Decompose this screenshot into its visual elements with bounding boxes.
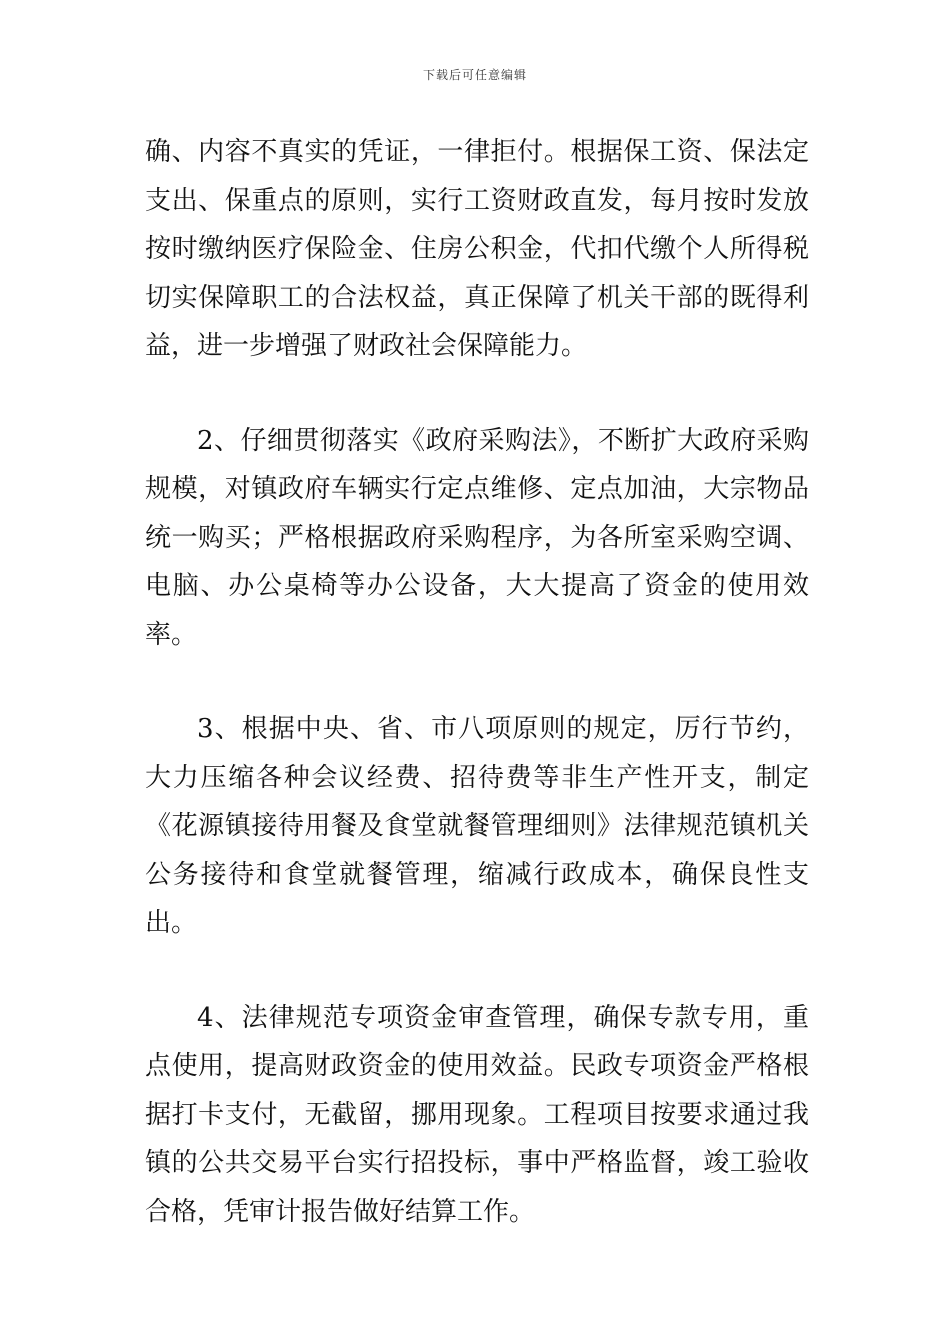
paragraph-item-3: 3、根据中央、省、市八项原则的规定，厉行节约，大力压缩各种会议经费、招待费等非生产性开支，制定《花源镇接待用餐及食堂就餐管理细则》法律规范镇机关公务接待和食堂就餐管理，缩减行政成本，确保良性支出。 xyxy=(145,714,809,938)
paragraph-item-2: 2、仔细贯彻落实《政府采购法》，不断扩大政府采购规模，对镇政府车辆实行定点维修、定点加油，大宗物品统一购买；严格根据政府采购程序，为各所室采购空调、电脑、办公桌椅等办公设备，大大提高了资金的使用效率。 xyxy=(145,425,809,650)
paragraph-item-4: 4、法律规范专项资金审查管理，确保专款专用，重点使用，提高财政资金的使用效益。民政专项资金严格根据打卡支付，无截留，挪用现象。工程项目按要求通过我镇的公共交易平台实行招投标，事中严格监督，竣工验收合格，凭审计报告做好结算工作。 xyxy=(145,1002,809,1227)
document-body xyxy=(145,128,809,1282)
page-header-note: 下载后可任意编辑 xyxy=(422,68,527,82)
paragraph-continuation: 确、内容不真实的凭证，一律拒付。根据保工资、保法定支出、保重点的原则，实行工资财政直发，每月按时发放按时缴纳医疗保险金、住房公积金，代扣代缴个人所得税切实保障职工的合法权益，真正保障了机关干部的既得利益，进一步增强了财政社会保障能力。 xyxy=(145,137,809,361)
